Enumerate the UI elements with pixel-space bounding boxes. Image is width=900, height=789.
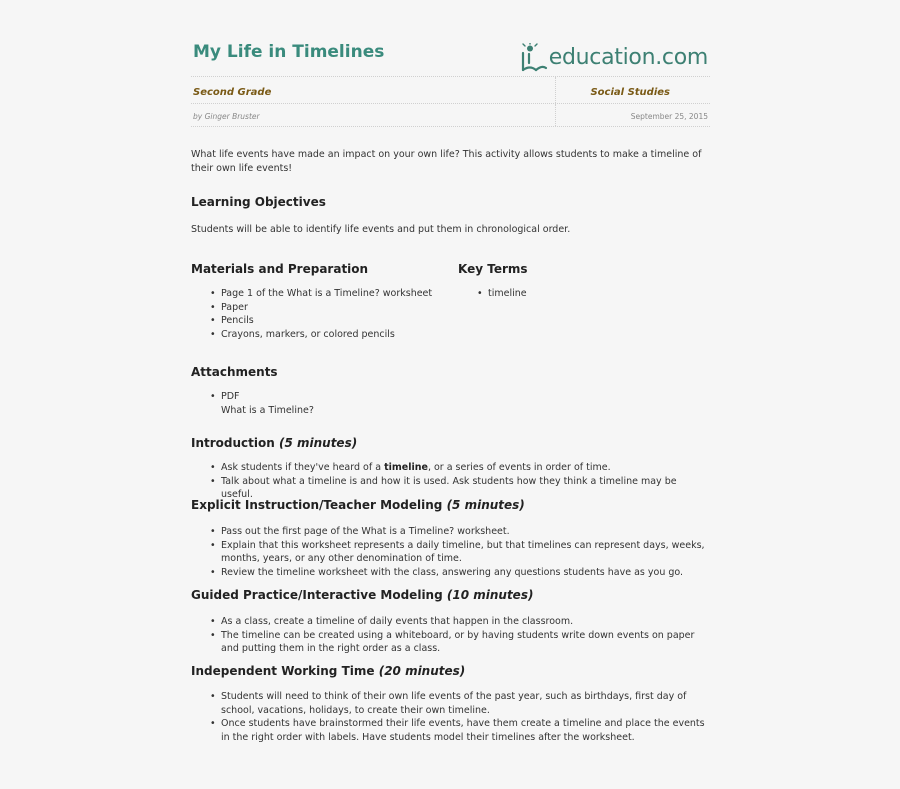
section-time: (5 minutes) — [446, 498, 525, 512]
attachments-heading: Attachments — [191, 365, 278, 379]
list-item — [191, 461, 710, 475]
column-divider — [555, 104, 556, 126]
section-title: Guided Practice/Interactive Modeling — [191, 588, 443, 602]
attachment-item[interactable] — [191, 390, 710, 417]
list-item: • timeline — [458, 287, 708, 301]
author-label: by Ginger Bruster — [193, 112, 260, 121]
subject-label: Social Studies — [590, 87, 670, 98]
guided-heading — [191, 589, 533, 603]
introduction-heading — [191, 437, 357, 451]
list-item: • Talk about what a timeline is and how it is used. Ask students how they think a timeline may be useful. — [191, 475, 710, 502]
list-item: • Explain that this worksheet represents a daily timeline, but that timelines can represent days, weeks, months, years, or any other denomination of time. — [191, 539, 710, 566]
intro-paragraph: What life events have made an impact on your own life? This activity allows students to make a timeline of their own life events! — [191, 149, 702, 174]
list-item: • Crayons, markers, or colored pencils — [191, 328, 451, 342]
list-item: • The timeline can be created using a whiteboard, or by having students write down events on paper and putting them in the right order as a class. — [191, 629, 710, 656]
list-item: • Once students have brainstormed their life events, have them create a timeline and place the events in the right order with labels. Have students model their timelines after the worksheet. — [191, 717, 710, 744]
item-text: Ask students if they've heard of a — [221, 462, 385, 473]
list-item: • Paper — [191, 301, 451, 315]
objectives-text: Students will be able to identify life events and put them in chronological order. — [191, 224, 571, 235]
list-item: • Pass out the first page of the What is a Timeline? worksheet. — [191, 525, 710, 539]
list-item: • Pencils — [191, 314, 451, 328]
key-terms-list — [458, 287, 708, 301]
section-title: Explicit Instruction/Teacher Modeling — [191, 498, 443, 512]
section-time: (20 minutes) — [378, 664, 466, 678]
materials-list — [191, 287, 451, 341]
grade-label: Second Grade — [193, 87, 272, 98]
list-item: • Students will need to think of their own life events of the past year, such as birthdays, first day of school, vacations, holidays, to create their own timeline. — [191, 690, 710, 717]
introduction-list — [191, 461, 710, 502]
explicit-heading — [191, 499, 525, 513]
book-reader-icon — [518, 43, 548, 73]
guided-list — [191, 615, 710, 656]
section-title: Introduction — [191, 436, 275, 450]
attachment-name[interactable]: What is a Timeline? — [221, 404, 314, 416]
section-time: (5 minutes) — [278, 436, 358, 450]
materials-heading: Materials and Preparation — [191, 262, 369, 276]
keyword: timeline — [384, 462, 428, 473]
section-time: (10 minutes) — [446, 588, 534, 602]
item-text: , or a series of events in order of time. — [427, 462, 611, 473]
page-title: My Life in Timelines — [193, 42, 385, 62]
logo-text: education.com — [548, 45, 708, 71]
objectives-heading: Learning Objectives — [191, 195, 326, 209]
meta-row-author-date — [191, 104, 710, 127]
independent-heading — [191, 665, 465, 679]
list-item: • Review the timeline worksheet with the class, answering any questions students have as you go. — [191, 566, 710, 580]
section-title: Independent Working Time — [191, 664, 375, 678]
key-terms-heading: Key Terms — [458, 262, 528, 276]
explicit-list — [191, 525, 710, 579]
column-divider — [555, 77, 556, 103]
list-item: • Page 1 of the What is a Timeline? worksheet — [191, 287, 451, 301]
attachment-type: • PDF — [221, 391, 240, 402]
lesson-plan-page — [191, 40, 710, 743]
attachments-list — [191, 390, 710, 417]
meta-row-grade-subject — [191, 77, 710, 104]
independent-list — [191, 690, 710, 744]
title-bar — [191, 40, 710, 77]
date-label: September 25, 2015 — [630, 112, 708, 121]
list-item: • As a class, create a timeline of daily events that happen in the classroom. — [191, 615, 710, 629]
education-com-logo[interactable] — [518, 42, 708, 74]
